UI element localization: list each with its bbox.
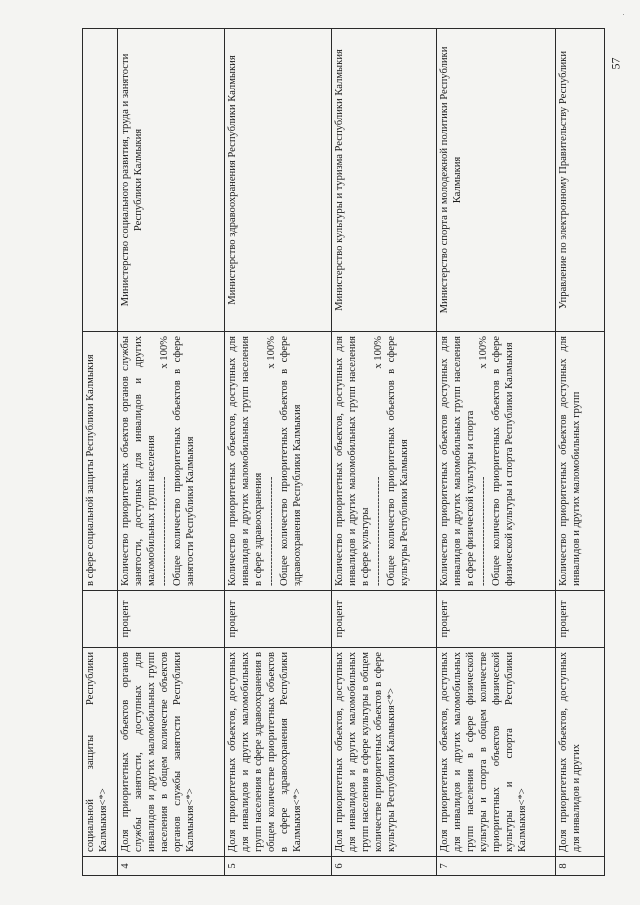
row-number <box>83 857 118 876</box>
formula-denominator: Общее количество приоритетных объектов в сфере занятости Республики Калмыкия <box>171 336 196 586</box>
formula-denominator: Общее количество приоритетных объектов в сфере здравоохранения Республики Калмыкия <box>278 336 303 586</box>
row-number: 4 <box>118 857 225 876</box>
table-row <box>556 29 605 876</box>
rotated-table-wrapper <box>82 28 582 876</box>
formula-multiplier: х 100% <box>477 336 489 369</box>
formula-numerator: Количество приоритетных объектов, доступных для инвалидов и других маломобильных групп населения в сфере культуры <box>334 336 371 586</box>
table-row <box>332 29 437 876</box>
formula <box>118 332 225 591</box>
indicator-name: Доля приоритетных объектов, доступных для инвалидов и других маломобильных групп населения в сфере культуры в общем количестве приоритетных объектов в сфере культуры Республики Калмыкия<*> <box>332 648 437 857</box>
responsible <box>83 29 118 332</box>
indicators-table <box>82 28 605 876</box>
fraction-line: ------------------------------- х 100% <box>158 336 170 586</box>
table-row <box>118 29 225 876</box>
indicator-name: Доля приоритетных объектов, доступных для инвалидов и других маломобильных групп населения в сфере физической культуры и спорта в общем количестве приоритетных объектов физической культуры и спорта Республики Калмыкия<*> <box>437 648 556 857</box>
formula-numerator: Количество приоритетных объектов доступных для инвалидов и других маломобильных групп населения в сфере физической культуры и спорта <box>439 336 476 586</box>
unit: процент <box>225 591 332 648</box>
fraction-line: ------------------------------- х 100% <box>372 336 384 586</box>
row-number: 5 <box>225 857 332 876</box>
unit: процент <box>437 591 556 648</box>
row-number: 6 <box>332 857 437 876</box>
table-row <box>437 29 556 876</box>
formula-multiplier: х 100% <box>158 336 170 369</box>
formula-multiplier: х 100% <box>372 336 384 369</box>
responsible: Министерство культуры и туризма Республики Калмыкия <box>332 29 437 332</box>
unit: процент <box>556 591 605 648</box>
formula <box>556 332 605 591</box>
fraction-line: ------------------------------- х 100% <box>265 336 277 586</box>
formula <box>83 332 118 591</box>
formula <box>225 332 332 591</box>
scan-mark <box>623 14 624 15</box>
table-row <box>83 29 118 876</box>
indicator-name: Доля приоритетных объектов, доступных для инвалидов и других <box>556 648 605 857</box>
fraction-line: ------------------------------- х 100% <box>477 336 489 586</box>
row-number: 8 <box>556 857 605 876</box>
formula-numerator: Количество приоритетных объектов доступных для инвалидов и других маломобильных групп <box>558 336 582 586</box>
page-number: 57 <box>608 57 623 70</box>
formula-denominator: Общее количество приоритетных объектов в сфере культуры Республики Калмыкия <box>385 336 410 586</box>
formula <box>332 332 437 591</box>
unit <box>83 591 118 648</box>
formula-numerator: Количество приоритетных объектов органов службы занятости, доступных для инвалидов и других маломобильных групп населения <box>120 336 157 586</box>
responsible: Министерство спорта и молодежной политики Республики Калмыкия <box>437 29 556 332</box>
responsible: Министерство социального развития, труда и занятости Республики Калмыкия <box>118 29 225 332</box>
table-row <box>225 29 332 876</box>
formula <box>437 332 556 591</box>
formula-numerator: Количество приоритетных объектов, доступных для инвалидов и других маломобильных групп населения в сфере здравоохранения <box>227 336 264 586</box>
indicator-name: Доля приоритетных объектов, доступных для инвалидов и других маломобильных групп населения в сфере здравоохранения в общем количестве приоритетных объектов в сфере здравоохранения Республики Калмыкия<*> <box>225 648 332 857</box>
formula-multiplier: х 100% <box>265 336 277 369</box>
indicator-name: социальной защиты Республики Калмыкия<*> <box>83 648 118 857</box>
formula-numerator: в сфере социальной защиты Республики Калмыкия <box>85 354 96 586</box>
formula-denominator: Общее количество приоритетных объектов в сфере физической культуры и спорта Республики Калмыкия <box>490 336 515 586</box>
unit: процент <box>118 591 225 648</box>
indicator-name: Доля приоритетных объектов органов службы занятости, доступных для инвалидов и других маломобильных групп населения в общем количестве объектов органов службы занятости Республики Калмыкия<*> <box>118 648 225 857</box>
responsible: Министерство здравоохранения Республики Калмыкия <box>225 29 332 332</box>
row-number: 7 <box>437 857 556 876</box>
unit: процент <box>332 591 437 648</box>
responsible: Управление по электронному Правительству Республики <box>556 29 605 332</box>
